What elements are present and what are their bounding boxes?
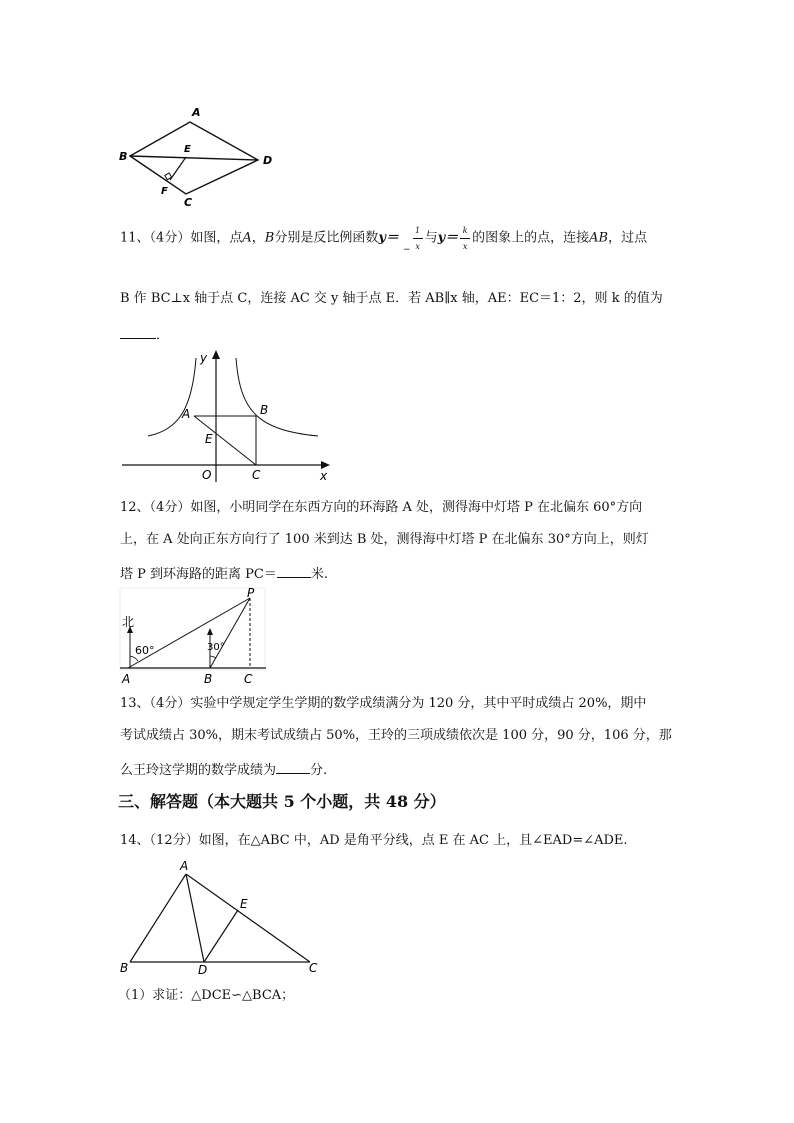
label-x: x [320, 469, 328, 483]
label-C: C [309, 961, 318, 975]
q11-text-part2: 分别是反比例函数 [274, 230, 379, 246]
q11-text-part3: 的图象上的点，连接 [472, 230, 590, 246]
q11-frac2-den: x [462, 242, 468, 251]
q11-y-eq-2: y＝ [437, 230, 459, 246]
q13-line2: 考试成绩占 30%，期末考试成绩占 50%，王玲的三项成绩依次是 100 分，90 分，106 分，那 [120, 728, 672, 743]
q11-and: 与 [424, 230, 438, 246]
label-D: D [263, 154, 273, 167]
label-A: A [122, 672, 131, 686]
q14-sub1: （1）求证：△DCE∽△BCA； [118, 988, 295, 1003]
q11-fraction-1 [411, 226, 425, 251]
q12-line1: 12、（4分）如图，小明同学在东西方向的环海路 A 处，测得海中灯塔 P 在北偏东 60°方向 [120, 500, 643, 515]
q11-frac1-den: x [415, 242, 420, 251]
q11-text-part1: 如图，点 [190, 230, 243, 246]
q13-line3 [120, 759, 327, 780]
label-E: E [205, 432, 213, 446]
label-A: A [192, 106, 201, 119]
q11-line3 [120, 324, 169, 345]
q11-sep: ， [251, 230, 265, 246]
label-A: A [182, 407, 191, 421]
q13-answer-blank [276, 759, 310, 774]
q11-y-eq-1: y＝ [378, 230, 399, 246]
q11-text-part4: ，过点 [608, 230, 648, 246]
q11-frac1-num: 1 [415, 226, 421, 235]
label-B: B [120, 961, 129, 975]
q11-answer-blank [120, 324, 156, 339]
q11-point-A: A [242, 230, 252, 246]
label-D: D [198, 963, 208, 977]
label-C: C [252, 468, 261, 482]
label-C: C [184, 196, 193, 209]
q14-line1: 14、（12分）如图，在△ABC 中，AD 是角平分线，点 E 在 AC 上，且∠EAD=∠ADE. [120, 833, 628, 848]
label-A: A [180, 859, 189, 873]
q12-line3 [120, 563, 328, 584]
q11-number: 11、 [120, 230, 150, 246]
label-north: 北 [122, 615, 135, 629]
label-angle-60: 60° [135, 644, 155, 657]
rhombus-figure [110, 100, 290, 210]
label-angle-30: 30° [207, 642, 225, 653]
hyperbola-figure [118, 348, 338, 486]
label-B: B [260, 403, 269, 417]
q12-line2: 上，在 A 处向正东方向行了 100 米到达 B 处，测得海中灯塔 P 在北偏东 30°方向上，则灯 [120, 532, 649, 547]
q11-frac2-num: k [462, 226, 468, 235]
label-E: E [240, 897, 248, 911]
q13-line1: 13、（4分）实验中学规定学生学期的数学成绩满分为 120 分，其中平时成绩占 20%，期中 [120, 696, 647, 711]
label-E: E [184, 144, 191, 155]
label-O: O [202, 468, 212, 482]
q13-line3-end: 分. [310, 763, 328, 778]
q11-point-B: B [264, 230, 275, 246]
q12-line3-start: 塔 P 到环海路的距离 PC＝ [120, 567, 277, 582]
q11-line1 [120, 226, 648, 255]
lighthouse-figure [118, 586, 270, 686]
triangle-figure [116, 856, 326, 978]
q11-fraction-2 [458, 226, 472, 251]
label-B: B [119, 150, 128, 163]
q13-line3-start: 么王玲这学期的数学成绩为 [120, 763, 277, 778]
q11-neg-sign: − [403, 244, 411, 255]
label-C: C [244, 672, 253, 686]
section-title: 三、解答题（本大题共 5 个小题，共 48 分） [118, 792, 446, 811]
q11-segment-AB: AB [589, 230, 609, 246]
label-F: F [161, 186, 168, 197]
q11-line3-end: ． [156, 328, 170, 343]
label-y: y [200, 351, 208, 365]
q12-line3-end: 米. [310, 567, 328, 582]
q11-line2: B 作 BC⊥x 轴于点 C，连接 AC 交 y 轴于点 E．若 AB∥x 轴，AE：EC＝1：2，则 k 的值为 [120, 291, 663, 306]
q11-score: （4分） [149, 230, 191, 246]
q12-answer-blank [277, 563, 311, 578]
label-B: B [204, 672, 213, 686]
label-P: P [247, 586, 255, 600]
